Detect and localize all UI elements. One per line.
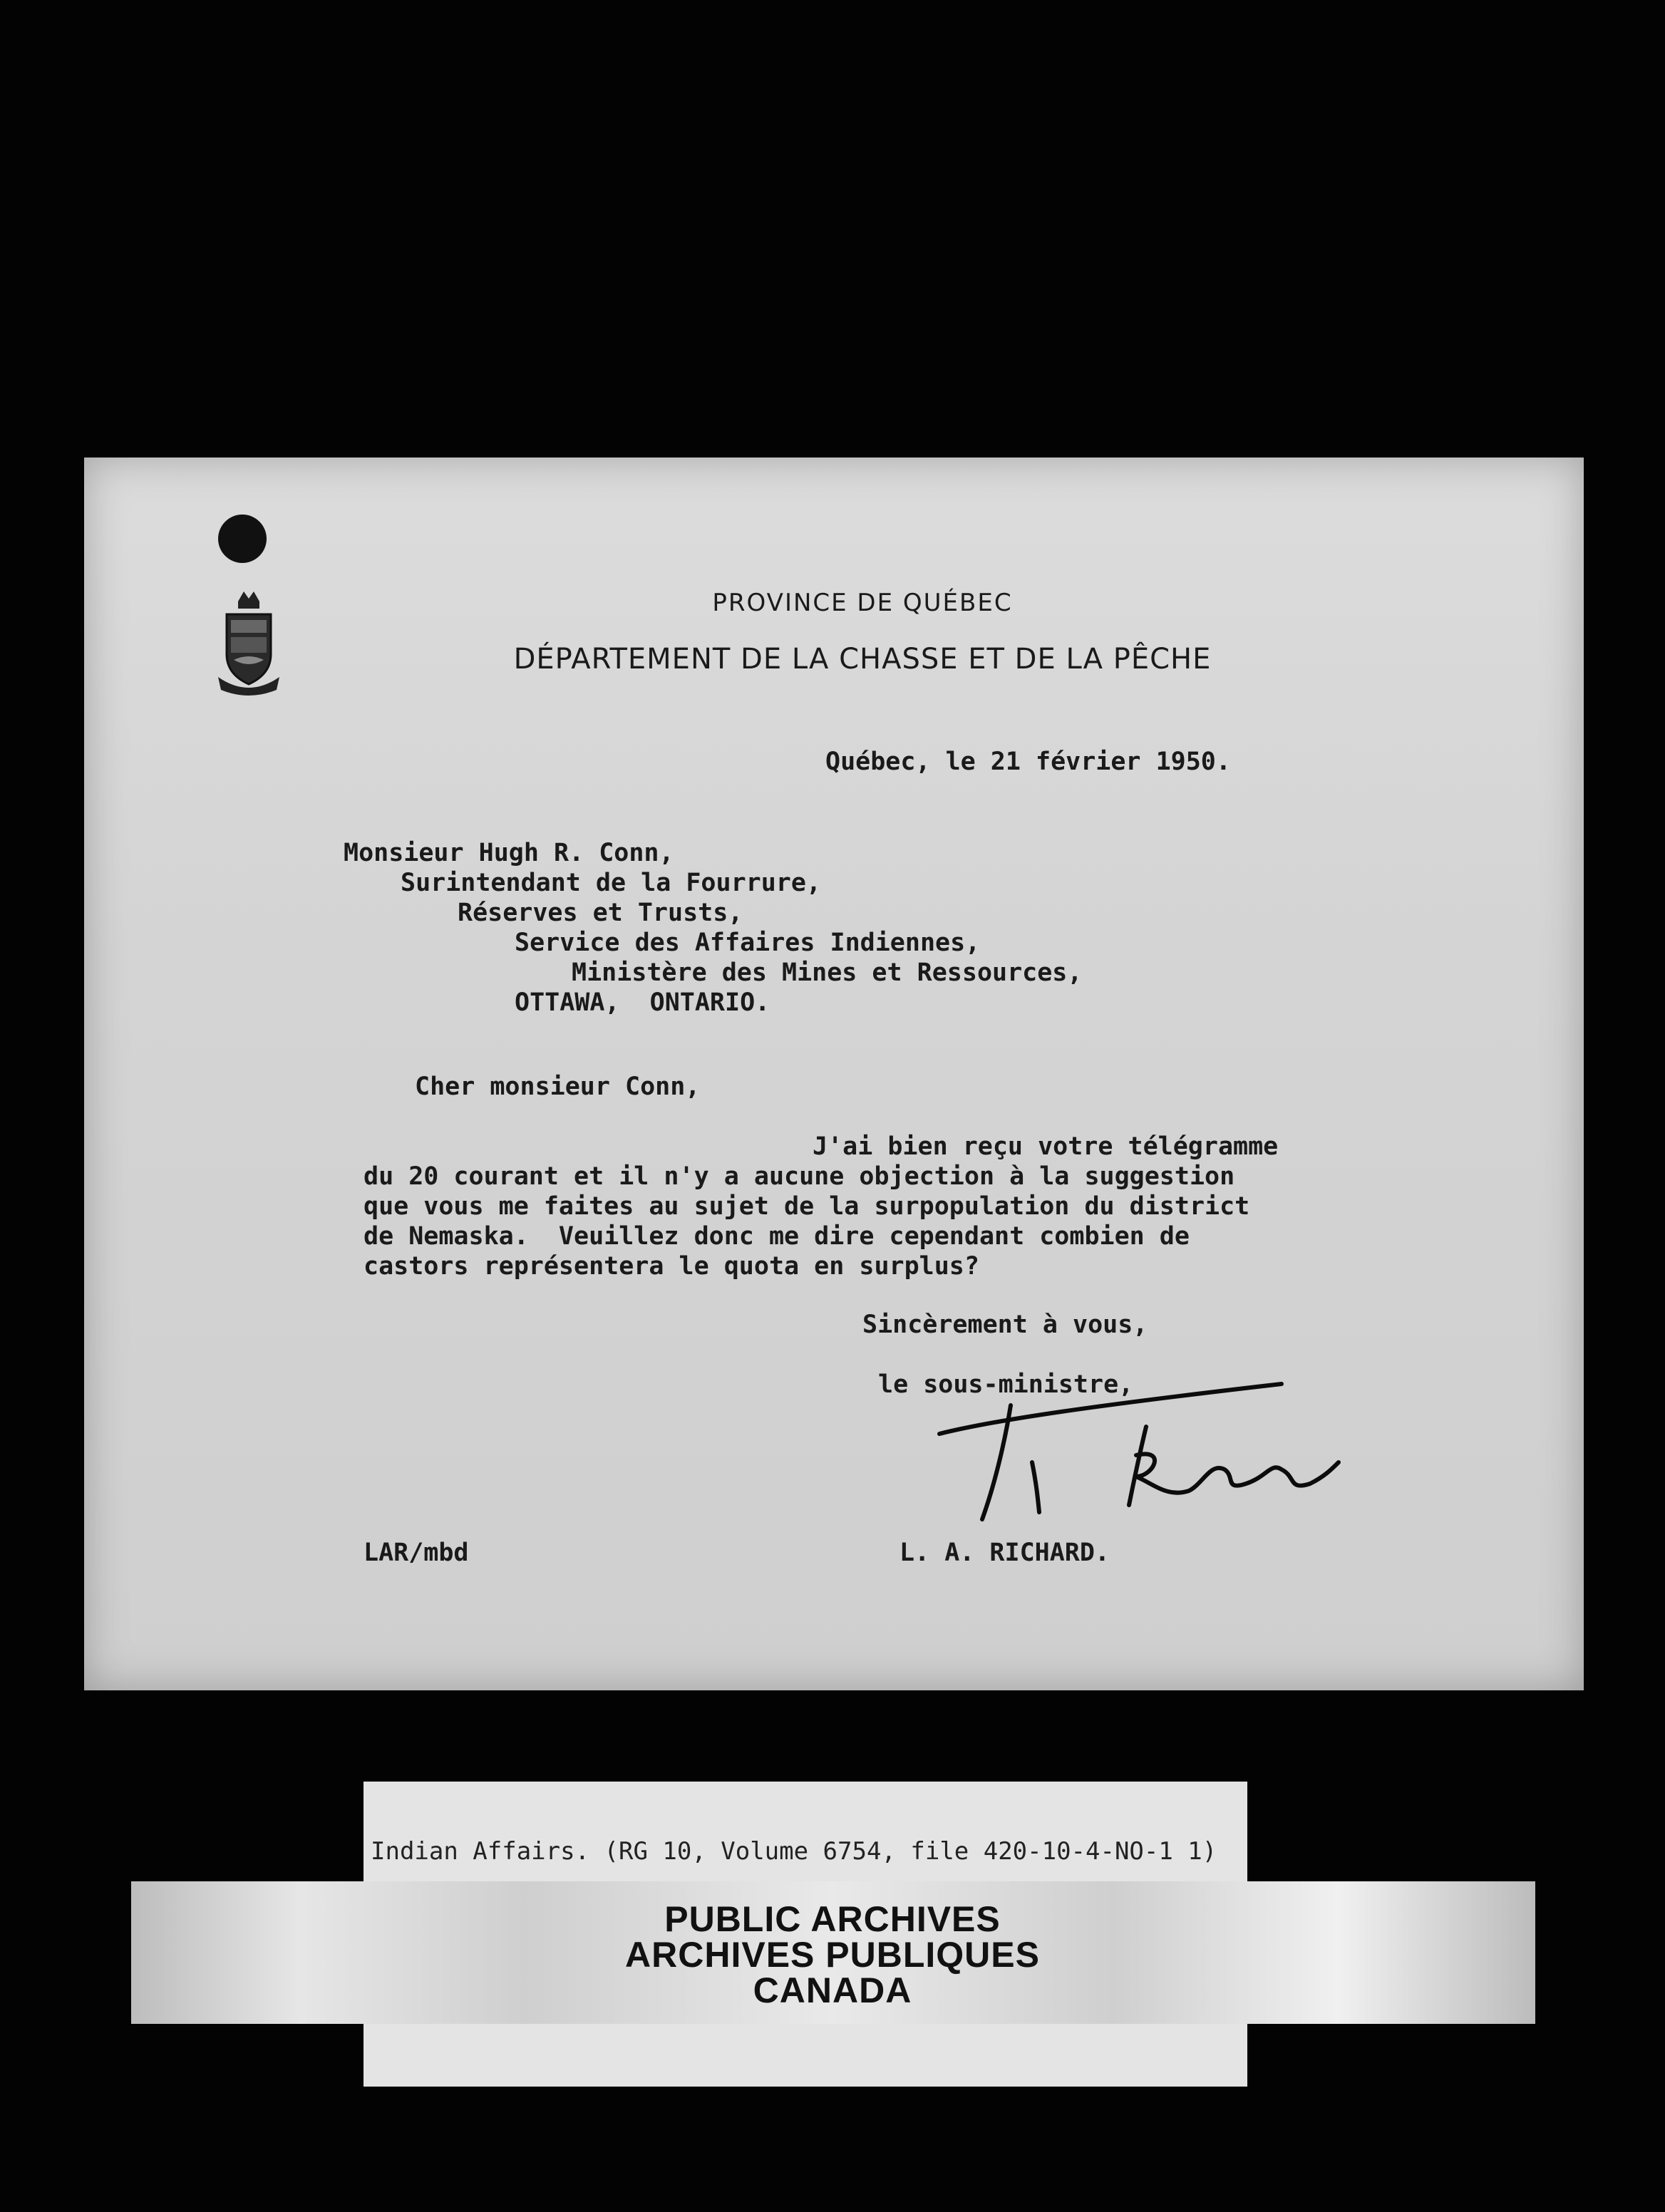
- body-line: J'ai bien reçu votre télégramme: [813, 1132, 1279, 1161]
- handwritten-signature: [911, 1377, 1367, 1534]
- signer-title: le sous-ministre,: [878, 1370, 1134, 1399]
- date-line: Québec, le 21 février 1950.: [825, 748, 1231, 776]
- letter-page: [84, 458, 1584, 1690]
- signer-name: L. A. RICHARD.: [899, 1539, 1110, 1567]
- address-line: Monsieur Hugh R. Conn,: [344, 839, 674, 867]
- closing: Sincèrement à vous,: [862, 1311, 1148, 1339]
- archive-stamp-line: PUBLIC ARCHIVES: [664, 1899, 1001, 1939]
- body-line: du 20 courant et il n'y a aucune objection à la suggestion: [364, 1162, 1235, 1191]
- punch-hole: [218, 515, 267, 563]
- body-line: que vous me faites au sujet de la surpopulation du district: [364, 1192, 1250, 1221]
- archive-label: [364, 1782, 1247, 1881]
- letterhead-department: DÉPARTEMENT DE LA CHASSE ET DE LA PÊCHE: [513, 643, 1212, 676]
- archive-label-lower: [364, 2022, 1247, 2087]
- address-line: OTTAWA, ONTARIO.: [515, 988, 770, 1017]
- address-line: Surintendant de la Fourrure,: [401, 869, 822, 897]
- body-line: de Nemaska. Veuillez donc me dire cependant combien de: [364, 1222, 1190, 1251]
- address-line: Réserves et Trusts,: [458, 899, 743, 927]
- reference-initials: LAR/mbd: [364, 1539, 469, 1567]
- archive-reference: Indian Affairs. (RG 10, Volume 6754, file 420-10-4-NO-1 1): [371, 1837, 1217, 1866]
- address-line: Service des Affaires Indiennes,: [515, 929, 981, 957]
- archive-stamp-line: CANADA: [753, 1970, 912, 2010]
- salutation: Cher monsieur Conn,: [415, 1073, 701, 1101]
- address-line: Ministère des Mines et Ressources,: [572, 958, 1083, 987]
- archive-stamp-line: ARCHIVES PUBLIQUES: [625, 1935, 1040, 1975]
- letterhead-province: PROVINCE DE QUÉBEC: [712, 589, 1013, 617]
- body-line: castors représentera le quota en surplus?: [364, 1252, 979, 1281]
